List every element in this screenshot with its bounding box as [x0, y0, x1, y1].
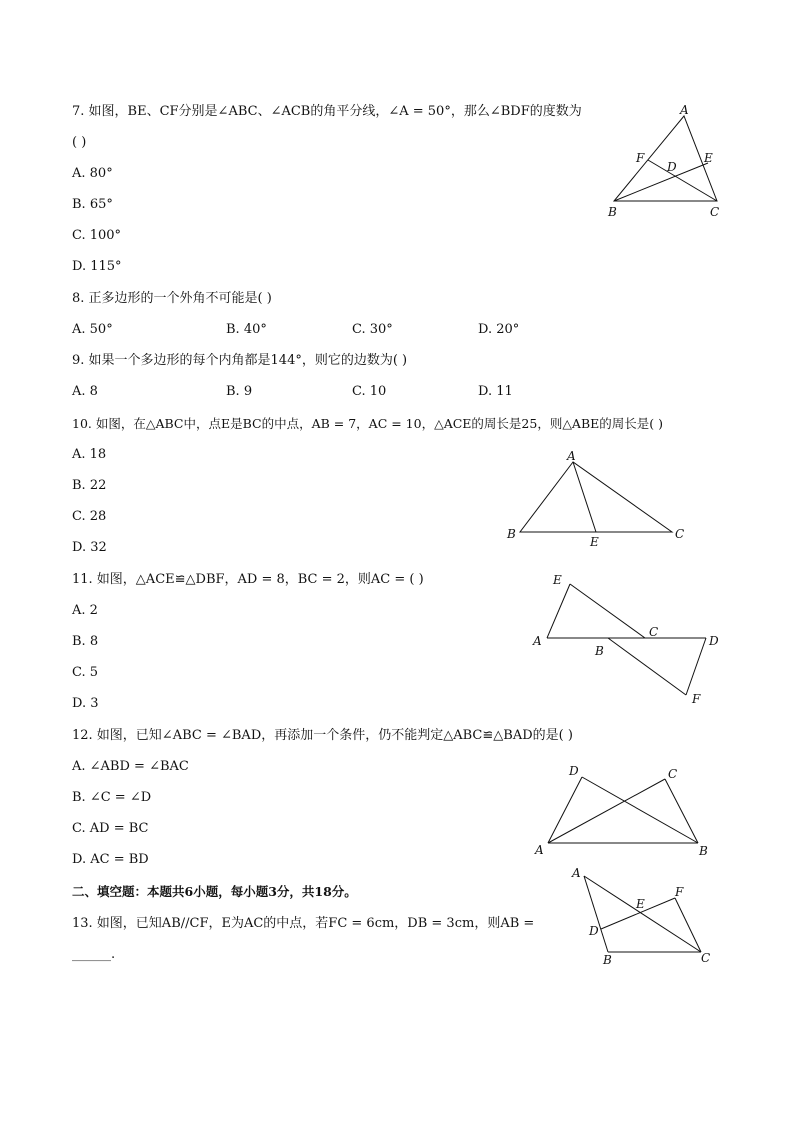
q7-stem-cont: ( ) [72, 135, 87, 150]
q11-segment-df [686, 638, 706, 695]
q10-figure [500, 445, 700, 550]
q11-option-b: B. 8 [72, 634, 99, 649]
q13-segment-ab [584, 876, 608, 952]
q12-segment-ac [548, 779, 665, 843]
q7-segment-cf [648, 160, 717, 201]
q13-label-c: C [701, 951, 711, 965]
q7-option-d: D. 115° [72, 259, 122, 274]
q7-label-b: B [608, 205, 617, 219]
q13-segment-ac [584, 876, 701, 952]
q12-option-c: C. AD = BC [72, 821, 149, 836]
q12-stem: 12. 如图，已知∠ABC = ∠BAD，再添加一个条件，仍不能判定△ABC≌△BAD的是( ) [72, 728, 573, 743]
q12-option-a: A. ∠ABD = ∠BAC [72, 759, 189, 774]
q8-option-c: C. 30° [352, 322, 393, 337]
q12-label-a: A [535, 843, 544, 857]
section2-heading: 二、填空题：本题共6小题，每小题3分，共18分。 [72, 884, 357, 899]
q10-option-b: B. 22 [72, 478, 107, 493]
q7-option-c: C. 100° [72, 228, 122, 243]
q7-label-a: A [680, 103, 689, 117]
q8-option-d: D. 20° [478, 322, 520, 337]
q10-label-b: B [507, 527, 516, 541]
q10-segment-ae [573, 462, 596, 532]
q10-triangle [520, 462, 672, 532]
q7-label-d: D [667, 160, 677, 174]
q12-option-d: D. AC = BD [72, 852, 149, 867]
q13-label-d: D [589, 924, 599, 938]
q10-label-a: A [567, 449, 576, 463]
q7-figure [600, 100, 730, 225]
q10-option-a: A. 18 [72, 447, 107, 462]
q12-label-c: C [668, 767, 678, 781]
q13-figure [565, 862, 725, 967]
q9-option-a: A. 8 [72, 384, 98, 399]
q11-segment-bf [608, 638, 686, 695]
q13-stem: 13. 如图，已知AB//CF，E为AC的中点，若FC = 6cm，DB = 3cm，则AB = [72, 916, 535, 931]
q11-label-b: B [595, 644, 604, 658]
q9-option-d: D. 11 [478, 384, 513, 399]
q7-triangle [614, 116, 717, 201]
q11-label-a: A [533, 634, 542, 648]
q11-option-a: A. 2 [72, 603, 98, 618]
q10-label-e: E [590, 535, 599, 549]
q9-stem: 9. 如果一个多边形的每个内角都是144°，则它的边数为( ) [72, 353, 408, 368]
q12-label-b: B [699, 844, 708, 858]
q8-option-a: A. 50° [72, 322, 113, 337]
q11-figure [530, 570, 730, 710]
q12-option-b: B. ∠C = ∠D [72, 790, 152, 805]
q11-label-f: F [692, 692, 701, 706]
q9-option-b: B. 9 [226, 384, 253, 399]
q10-label-c: C [675, 527, 685, 541]
q8-option-b: B. 40° [226, 322, 267, 337]
q7-segment-be [614, 163, 708, 201]
q13-label-a: A [572, 866, 581, 880]
q12-segment-ad [548, 777, 582, 843]
q11-label-c: C [649, 625, 659, 639]
q7-label-c: C [710, 205, 720, 219]
q10-option-d: D. 32 [72, 540, 107, 555]
q11-segment-ec [570, 584, 645, 638]
q10-stem: 10. 如图，在△ABC中，点E是BC的中点，AB = 7，AC = 10，△ACE的周长是25，则△ABE的周长是( ) [72, 416, 663, 431]
q11-option-c: C. 5 [72, 665, 99, 680]
q12-label-d: D [569, 764, 579, 778]
q7-option-b: B. 65° [72, 197, 113, 212]
q12-figure [530, 760, 720, 860]
q11-option-d: D. 3 [72, 696, 99, 711]
q11-segment-ae [547, 584, 570, 638]
q7-label-f: F [636, 151, 645, 165]
q10-option-c: C. 28 [72, 509, 107, 524]
q11-label-e: E [553, 573, 562, 587]
q9-option-c: C. 10 [352, 384, 387, 399]
q11-stem: 11. 如图，△ACE≌△DBF，AD = 8，BC = 2，则AC = ( ) [72, 572, 424, 587]
q13-label-b: B [603, 953, 612, 967]
q13-label-f: F [675, 885, 684, 899]
q7-label-e: E [704, 151, 713, 165]
q8-stem: 8. 正多边形的一个外角不可能是( ) [72, 291, 272, 306]
q7-option-a: A. 80° [72, 166, 113, 181]
q11-label-d: D [709, 634, 719, 648]
q13-label-e: E [636, 897, 645, 911]
q13-answer-blank[interactable]: ______. [72, 947, 116, 962]
q7-stem: 7. 如图，BE、CF分别是∠ABC、∠ACB的角平分线，∠A = 50°，那么∠BDF的度数为 [72, 104, 582, 119]
